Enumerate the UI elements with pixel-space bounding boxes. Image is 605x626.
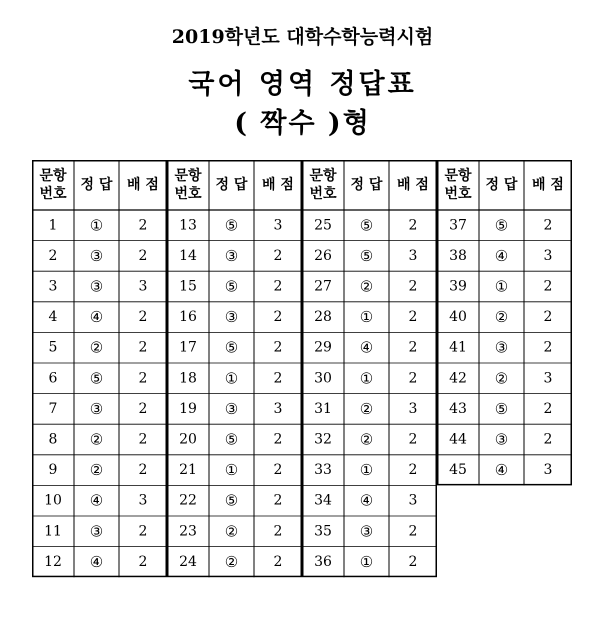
points-value: 2 bbox=[543, 400, 553, 417]
answer-choice: ② bbox=[359, 399, 374, 418]
question-number: 1 bbox=[48, 217, 58, 234]
table-row bbox=[179, 308, 282, 326]
answer-group-3 bbox=[302, 160, 437, 577]
answer-group-1 bbox=[32, 160, 167, 577]
question-number: 15 bbox=[179, 278, 197, 295]
table-row bbox=[49, 339, 148, 357]
answer-choice: ① bbox=[224, 461, 239, 480]
points-header: 배 점 bbox=[397, 177, 429, 193]
points-value: 2 bbox=[273, 431, 283, 448]
question-number: 32 bbox=[314, 431, 332, 448]
table-row bbox=[314, 369, 417, 387]
table-row bbox=[179, 492, 282, 510]
points-value: 2 bbox=[138, 339, 148, 356]
question-number: 19 bbox=[179, 400, 197, 417]
answer-choice: ⑤ bbox=[224, 216, 239, 235]
answer-choice: ① bbox=[359, 552, 374, 571]
table-row bbox=[44, 492, 147, 510]
question-number: 41 bbox=[449, 339, 467, 356]
exam-title: 2019학년도 대학수학능력시험 bbox=[171, 26, 434, 48]
answer-choice: ② bbox=[224, 552, 239, 571]
table-row bbox=[314, 278, 417, 296]
question-number: 13 bbox=[179, 217, 197, 234]
answer-choice: ① bbox=[494, 277, 509, 296]
question-number: 28 bbox=[314, 309, 332, 326]
question-header: 문항 bbox=[309, 168, 337, 184]
answer-choice: ② bbox=[224, 522, 239, 541]
points-value: 2 bbox=[543, 278, 553, 295]
points-value: 2 bbox=[408, 553, 418, 570]
points-value: 2 bbox=[273, 462, 283, 479]
answer-choice: ⑤ bbox=[224, 338, 239, 357]
question-header: 문항 bbox=[444, 168, 472, 184]
answer-choice: ⑤ bbox=[89, 369, 104, 388]
points-value: 2 bbox=[408, 523, 418, 540]
question-number: 44 bbox=[449, 431, 467, 448]
points-value: 2 bbox=[408, 462, 418, 479]
points-header: 배 점 bbox=[262, 177, 294, 193]
table-row bbox=[49, 247, 148, 265]
question-number: 30 bbox=[314, 370, 332, 387]
type-title: ( 짝수 )형 bbox=[234, 108, 371, 139]
table-row bbox=[179, 553, 282, 571]
table-row bbox=[314, 492, 417, 510]
table-row bbox=[179, 216, 282, 234]
question-number: 31 bbox=[314, 400, 332, 417]
answer-choice: ⑤ bbox=[224, 491, 239, 510]
answer-choice: ② bbox=[89, 338, 104, 357]
points-value: 2 bbox=[138, 217, 148, 234]
answer-group-4 bbox=[437, 160, 572, 485]
question-header: 번호 bbox=[309, 186, 337, 202]
question-number: 4 bbox=[48, 309, 58, 326]
table-row bbox=[449, 369, 552, 387]
answer-choice: ② bbox=[359, 430, 374, 449]
answer-choice: ③ bbox=[89, 399, 104, 418]
answer-choice: ② bbox=[494, 308, 509, 327]
question-header: 번호 bbox=[174, 186, 202, 202]
points-value: 2 bbox=[138, 431, 148, 448]
table-row bbox=[179, 522, 282, 540]
answer-choice: ② bbox=[89, 430, 104, 449]
question-number: 36 bbox=[314, 553, 332, 570]
points-value: 3 bbox=[543, 462, 553, 479]
question-number: 14 bbox=[179, 247, 197, 264]
points-value: 3 bbox=[138, 278, 148, 295]
answer-choice: ③ bbox=[224, 308, 239, 327]
points-value: 2 bbox=[273, 553, 283, 570]
points-value: 3 bbox=[408, 400, 418, 417]
answer-choice: ⑤ bbox=[359, 246, 374, 265]
answer-choice: ④ bbox=[89, 491, 104, 510]
answer-choice: ② bbox=[359, 277, 374, 296]
answer-choice: ⑤ bbox=[224, 277, 239, 296]
points-value: 2 bbox=[408, 431, 418, 448]
points-value: 2 bbox=[408, 278, 418, 295]
points-value: 3 bbox=[543, 247, 553, 264]
table-row bbox=[44, 522, 147, 540]
question-number: 29 bbox=[314, 339, 332, 356]
points-value: 2 bbox=[273, 492, 283, 509]
answer-choice: ④ bbox=[359, 491, 374, 510]
question-number: 2 bbox=[48, 247, 58, 264]
question-header: 번호 bbox=[444, 186, 472, 202]
answer-choice: ③ bbox=[224, 399, 239, 418]
table-row bbox=[314, 247, 417, 265]
question-number: 5 bbox=[48, 339, 58, 356]
table-row bbox=[449, 339, 552, 357]
points-value: 2 bbox=[138, 462, 148, 479]
answer-choice: ③ bbox=[89, 277, 104, 296]
points-value: 2 bbox=[138, 400, 148, 417]
question-number: 12 bbox=[44, 553, 62, 570]
question-number: 43 bbox=[449, 400, 467, 417]
table-row bbox=[314, 461, 417, 479]
question-number: 11 bbox=[44, 523, 62, 540]
question-number: 45 bbox=[449, 462, 467, 479]
question-number: 23 bbox=[179, 523, 197, 540]
question-number: 27 bbox=[314, 278, 332, 295]
table-row bbox=[49, 431, 148, 449]
answer-choice: ① bbox=[359, 369, 374, 388]
table-row bbox=[314, 400, 417, 418]
points-value: 2 bbox=[273, 309, 283, 326]
answer-choice: ② bbox=[89, 461, 104, 480]
table-row bbox=[314, 339, 417, 357]
points-value: 2 bbox=[273, 339, 283, 356]
table-row bbox=[314, 216, 417, 234]
points-value: 2 bbox=[273, 523, 283, 540]
answer-choice: ① bbox=[89, 216, 104, 235]
table-row bbox=[179, 431, 282, 449]
question-number: 42 bbox=[449, 370, 467, 387]
points-value: 2 bbox=[138, 309, 148, 326]
question-header: 번호 bbox=[39, 186, 67, 202]
question-number: 8 bbox=[48, 431, 58, 448]
answer-choice: ⑤ bbox=[494, 399, 509, 418]
points-value: 2 bbox=[543, 339, 553, 356]
table-row bbox=[49, 400, 148, 418]
question-number: 16 bbox=[179, 309, 197, 326]
question-number: 37 bbox=[449, 217, 467, 234]
points-value: 3 bbox=[138, 492, 148, 509]
answer-choice: ③ bbox=[359, 522, 374, 541]
question-number: 22 bbox=[179, 492, 197, 509]
answer-choice: ③ bbox=[494, 430, 509, 449]
points-value: 3 bbox=[408, 247, 418, 264]
answer-choice: ③ bbox=[89, 522, 104, 541]
table-row bbox=[49, 308, 148, 326]
answer-choice: ④ bbox=[89, 552, 104, 571]
answer-choice: ① bbox=[224, 369, 239, 388]
answer-choice: ③ bbox=[89, 246, 104, 265]
points-value: 2 bbox=[138, 247, 148, 264]
question-number: 24 bbox=[179, 553, 197, 570]
answer-choice: ⑤ bbox=[359, 216, 374, 235]
question-number: 6 bbox=[48, 370, 58, 387]
answer-choice: ④ bbox=[494, 246, 509, 265]
answer-choice: ⑤ bbox=[224, 430, 239, 449]
table-row bbox=[179, 247, 282, 265]
points-value: 2 bbox=[408, 339, 418, 356]
question-number: 10 bbox=[44, 492, 62, 509]
table-row bbox=[49, 369, 148, 387]
question-number: 35 bbox=[314, 523, 332, 540]
answer-choice: ⑤ bbox=[494, 216, 509, 235]
answer-group-2 bbox=[167, 160, 302, 577]
table-row bbox=[49, 461, 148, 479]
question-number: 7 bbox=[48, 400, 58, 417]
points-value: 3 bbox=[273, 400, 283, 417]
question-number: 3 bbox=[48, 278, 58, 295]
question-number: 38 bbox=[449, 247, 467, 264]
table-row bbox=[449, 247, 552, 265]
question-number: 26 bbox=[314, 247, 332, 264]
points-value: 3 bbox=[543, 370, 553, 387]
question-number: 17 bbox=[179, 339, 197, 356]
points-value: 2 bbox=[273, 370, 283, 387]
question-number: 18 bbox=[179, 370, 197, 387]
question-number: 20 bbox=[179, 431, 197, 448]
answer-header: 정 답 bbox=[80, 177, 113, 193]
points-value: 2 bbox=[543, 309, 553, 326]
table-row bbox=[314, 553, 417, 571]
question-number: 33 bbox=[314, 462, 332, 479]
table-row bbox=[449, 216, 552, 234]
table-row bbox=[449, 461, 552, 479]
table-row bbox=[49, 278, 148, 296]
table-row bbox=[314, 522, 417, 540]
question-number: 34 bbox=[314, 492, 332, 509]
points-header: 배 점 bbox=[127, 177, 159, 193]
question-number: 9 bbox=[48, 462, 58, 479]
question-header: 문항 bbox=[174, 168, 202, 184]
table-row bbox=[49, 216, 148, 234]
table-row bbox=[449, 278, 552, 296]
answer-choice: ④ bbox=[359, 338, 374, 357]
table-row bbox=[179, 278, 282, 296]
answer-choice: ① bbox=[359, 461, 374, 480]
subject-title: 국어 영역 정답표 bbox=[188, 69, 417, 100]
table-row bbox=[314, 308, 417, 326]
points-value: 2 bbox=[408, 370, 418, 387]
points-value: 2 bbox=[408, 217, 418, 234]
question-number: 40 bbox=[449, 309, 467, 326]
table-row bbox=[44, 553, 147, 571]
points-value: 3 bbox=[408, 492, 418, 509]
points-value: 3 bbox=[273, 217, 283, 234]
table-row bbox=[449, 400, 552, 418]
answer-choice: ④ bbox=[494, 461, 509, 480]
question-number: 39 bbox=[449, 278, 467, 295]
table-row bbox=[179, 339, 282, 357]
points-header: 배 점 bbox=[532, 177, 564, 193]
answer-table bbox=[32, 160, 581, 578]
question-number: 21 bbox=[179, 462, 197, 479]
points-value: 2 bbox=[543, 431, 553, 448]
points-value: 2 bbox=[273, 278, 283, 295]
points-value: 2 bbox=[543, 217, 553, 234]
table-row bbox=[179, 369, 282, 387]
answer-choice: ② bbox=[494, 369, 509, 388]
points-value: 2 bbox=[138, 553, 148, 570]
points-value: 2 bbox=[138, 523, 148, 540]
question-header: 문항 bbox=[39, 168, 67, 184]
table-row bbox=[179, 461, 282, 479]
points-value: 2 bbox=[273, 247, 283, 264]
answer-header: 정 답 bbox=[485, 177, 518, 193]
answer-choice: ③ bbox=[494, 338, 509, 357]
table-row bbox=[314, 431, 417, 449]
points-value: 2 bbox=[138, 370, 148, 387]
table-row bbox=[179, 400, 282, 418]
table-row bbox=[449, 308, 552, 326]
answer-header: 정 답 bbox=[350, 177, 383, 193]
answer-choice: ① bbox=[359, 308, 374, 327]
answer-header: 정 답 bbox=[215, 177, 248, 193]
answer-choice: ③ bbox=[224, 246, 239, 265]
question-number: 25 bbox=[314, 217, 332, 234]
table-row bbox=[449, 431, 552, 449]
points-value: 2 bbox=[408, 309, 418, 326]
answer-choice: ④ bbox=[89, 308, 104, 327]
